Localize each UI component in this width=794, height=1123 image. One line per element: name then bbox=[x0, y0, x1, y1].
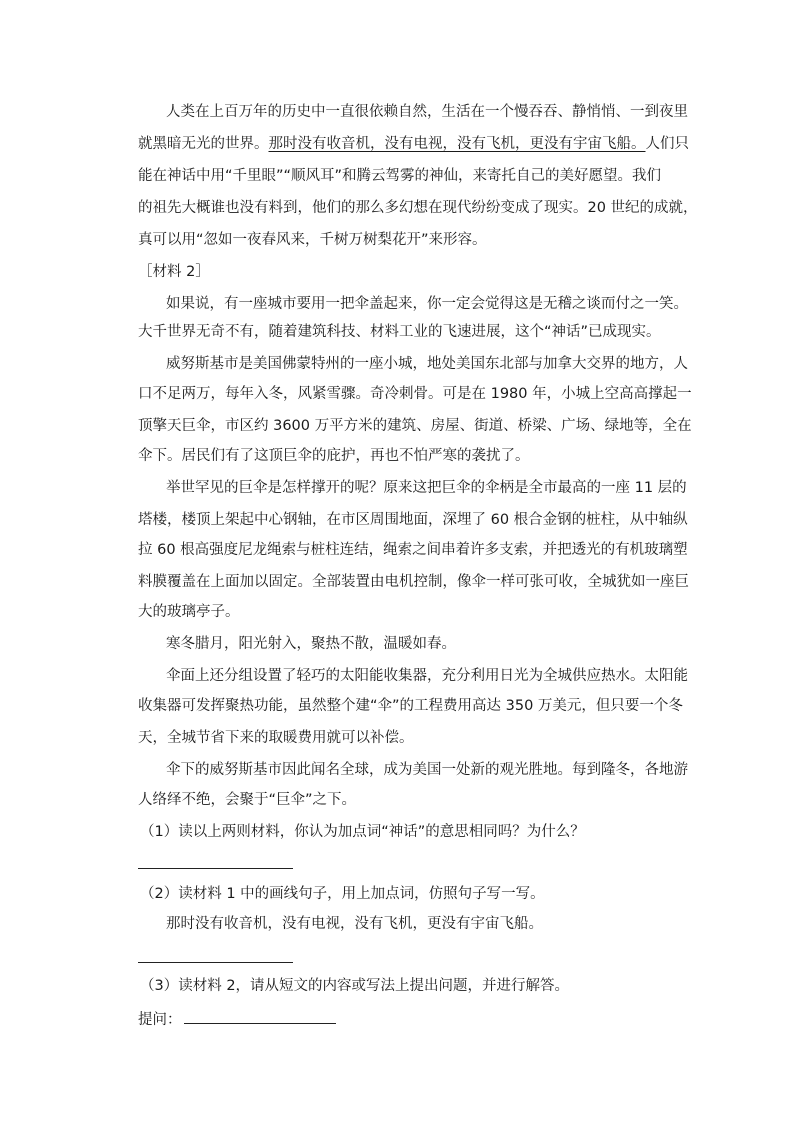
material2-p3-line: 举世罕见的巨伞是怎样撑开的呢？原来这把巨伞的伞柄是全市最高的一座 11 层的 bbox=[166, 480, 687, 496]
material1-line-2: 就黑暗无光的世界。那时没有收音机，没有电视，没有飞机，更没有宇宙飞船。人们只 bbox=[138, 136, 689, 152]
material1-line-3: 能在神话中用“千里眼”“顺风耳”和腾云驾雾的神仙，来寄托自己的美好愿望。我们 bbox=[138, 168, 662, 184]
material2-p6-line: 伞下的威努斯基市因此闻名全球，成为美国一处新的观光胜地。每到隆冬，各地游 bbox=[166, 762, 688, 778]
material2-heading: ［材料 2］ bbox=[138, 264, 210, 280]
material2-p6-line: 人络绎不绝，会聚于“巨伞”之下。 bbox=[138, 792, 357, 808]
material2-p2-line: 口不足两万，每年入冬，风紧雪骤。奇冷刺骨。可是在 1980 年，小城上空高高撑起一 bbox=[138, 386, 692, 402]
material2-p5-line: 收集器可发挥聚热功能，虽然整个建“伞”的工程费用高达 350 万美元，但只要一个冬 bbox=[138, 698, 683, 714]
ask-answer-blank[interactable] bbox=[184, 1009, 336, 1024]
material1-line-4: 的祖先大概谁也没有料到，他们的那么多幻想在现代纷纷变成了现实。20 世纪的成就， bbox=[138, 200, 698, 216]
material2-p5-line: 伞面上还分组设置了轻巧的太阳能收集器，充分利用日光为全城供应热水。太阳能 bbox=[166, 668, 688, 684]
question-2: （2）读材料 1 中的画线句子，用上加点词，仿照句子写一写。 bbox=[140, 886, 545, 902]
material2-p1-line: 如果说，有一座城市要用一把伞盖起来，你一定会觉得这是无稽之谈而付之一笑。 bbox=[166, 296, 688, 312]
material2-p2-line: 顶擎天巨伞，市区约 3600 万平方米的建筑、房屋、街道、桥梁、广场、绿地等，全在 bbox=[138, 418, 692, 434]
material2-p1-line: 大千世界无奇不有，随着建筑科技、材料工业的飞速进展，这个“神话”已成现实。 bbox=[138, 324, 661, 340]
material2-p3-line: 拉 60 根高强度尼龙绳索与桩柱连结，绳索之间串着许多支索，并把透光的有机玻璃塑 bbox=[138, 542, 688, 558]
material2-p3-line: 大的玻璃亭子。 bbox=[138, 604, 240, 620]
ask-label: 提问： bbox=[138, 1012, 182, 1028]
question-1: （1）读以上两则材料，你认为加点词“神话”的意思相同吗？为什么？ bbox=[140, 824, 585, 840]
answer-blank-2[interactable] bbox=[138, 962, 293, 963]
question-2-example: 那时没有收音机，没有电视，没有飞机，更没有宇宙飞船。 bbox=[166, 916, 543, 932]
material2-p2-line: 威努斯基市是美国佛蒙特州的一座小城，地处美国东北部与加拿大交界的地方，人 bbox=[166, 356, 688, 372]
material2-p3-line: 料膜覆盖在上面加以固定。全部装置由电机控制，像伞一样可张可收，全城犹如一座巨 bbox=[138, 574, 689, 590]
underlined-sentence: 那时没有收音机，没有电视，没有飞机，更没有宇宙飞船。 bbox=[268, 136, 646, 152]
material1-line-5: 真可以用“忽如一夜春风来，千树万树梨花开”来形容。 bbox=[138, 232, 487, 248]
material2-p3-line: 塔楼，楼顶上架起中心钢轴，在市区周围地面，深埋了 60 根合金钢的桩柱，从中轴纵 bbox=[138, 512, 688, 528]
material1-line-1: 人类在上百万年的历史中一直很依赖自然，生活在一个慢吞吞、静悄悄、一到夜里 bbox=[166, 104, 688, 120]
material2-p5-line: 天，全城节省下来的取暖费用就可以补偿。 bbox=[138, 730, 414, 746]
material2-p4-line: 寒冬腊月，阳光射入，聚热不散，温暖如春。 bbox=[166, 636, 456, 652]
answer-blank-1[interactable] bbox=[138, 868, 293, 869]
question-3: （3）读材料 2，请从短文的内容或写法上提出问题，并进行解答。 bbox=[140, 978, 570, 994]
material2-p2-line: 伞下。居民们有了这顶巨伞的庇护，再也不怕严寒的袭扰了。 bbox=[138, 448, 530, 464]
ask-row bbox=[138, 1009, 678, 1030]
